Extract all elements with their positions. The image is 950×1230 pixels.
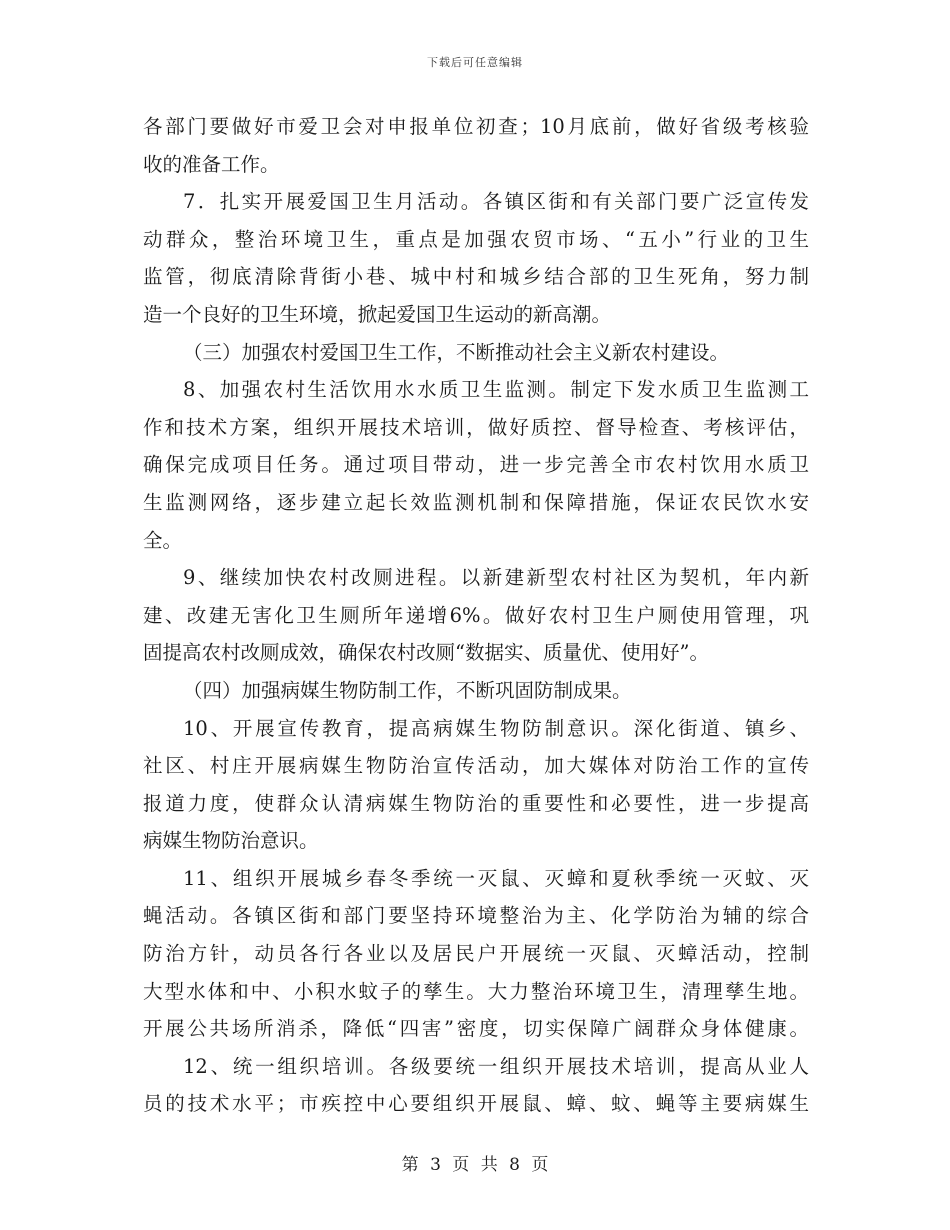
text-line: 报道力度，使群众认清病媒生物防治的重要性和必要性，进一步提高 xyxy=(143,791,809,815)
text-line: 8、加强农村生活饮用水水质卫生监测。制定下发水质卫生监测工 xyxy=(183,378,809,402)
text-line: 确保完成项目任务。通过项目带动，进一步完善全市农村饮用水质卫 xyxy=(143,453,809,477)
footer-label: 页 xyxy=(531,1155,549,1175)
current-page-number: 3 xyxy=(430,1155,441,1175)
text-line: 生监测网络，逐步建立起长效监测机制和保障措施，保证农民饮水安 xyxy=(143,490,809,514)
section-heading: （三）加强农村爱国卫生工作，不断推动社会主义新农村建设。 xyxy=(183,340,730,364)
text-line: 7．扎实开展爱国卫生月活动。各镇区街和有关部门要广泛宣传发 xyxy=(183,190,809,214)
text-line: 动群众，整治环境卫生，重点是加强农贸市场、“五小”行业的卫生 xyxy=(143,227,809,251)
text-line: 建、改建无害化卫生厕所年递增6%。做好农村卫生户厕使用管理，巩 xyxy=(143,603,809,627)
text-line: 蝇活动。各镇区街和部门要坚持环境整治为主、化学防治为辅的综合 xyxy=(143,904,809,928)
text-line: 监管，彻底清除背街小巷、城中村和城乡结合部的卫生死角，努力制 xyxy=(143,265,809,289)
page-header: 下载后可任意编辑 xyxy=(427,56,523,69)
text-line: 大型水体和中、小积水蚊子的孳生。大力整治环境卫生，清理孳生地。 xyxy=(143,979,809,1003)
text-line: 作和技术方案，组织开展技术培训，做好质控、督导检查、考核评估， xyxy=(143,415,809,439)
footer-label: 第 xyxy=(401,1155,419,1175)
text-line: 病媒生物防治意识。 xyxy=(143,829,319,853)
text-line: 12、统一组织培训。各级要统一组织开展技术培训，提高从业人 xyxy=(183,1054,809,1078)
text-line: 社区、村庄开展病媒生物防治宣传活动，加大媒体对防治工作的宣传 xyxy=(143,754,809,778)
total-pages-number: 8 xyxy=(509,1155,520,1175)
footer-label: 共 xyxy=(480,1155,498,1175)
text-line: 10、开展宣传教育，提高病媒生物防制意识。深化街道、镇乡、 xyxy=(183,716,809,740)
section-heading: （四）加强病媒生物防制工作，不断巩固防制成果。 xyxy=(183,678,632,702)
text-line: 开展公共场所消杀，降低“四害”密度，切实保障广阔群众身体健康。 xyxy=(143,1017,809,1041)
text-line: 员的技术水平；市疾控中心要组织开展鼠、蟑、蚊、蝇等主要病媒生 xyxy=(143,1092,809,1116)
text-line: 全。 xyxy=(143,528,183,552)
text-line: 9、继续加快农村改厕进程。以新建新型农村社区为契机，年内新 xyxy=(183,566,809,590)
footer-label: 页 xyxy=(452,1155,470,1175)
text-line: 防治方针，动员各行各业以及居民户开展统一灭鼠、灭蟑活动，控制 xyxy=(143,942,809,966)
text-line: 造一个良好的卫生环境，掀起爱国卫生运动的新高潮。 xyxy=(143,302,612,326)
text-line: 收的准备工作。 xyxy=(143,152,280,176)
page-footer xyxy=(0,1150,950,1175)
text-line: 各部门要做好市爱卫会对申报单位初查；10月底前，做好省级考核验 xyxy=(143,115,809,138)
document-body xyxy=(143,108,809,1123)
text-line: 固提高农村改厕成效，确保农村改厕“数据实、质量优、使用好”。 xyxy=(143,641,709,665)
text-line: 11、组织开展城乡春冬季统一灭鼠、灭蟑和夏秋季统一灭蚊、灭 xyxy=(183,866,809,890)
